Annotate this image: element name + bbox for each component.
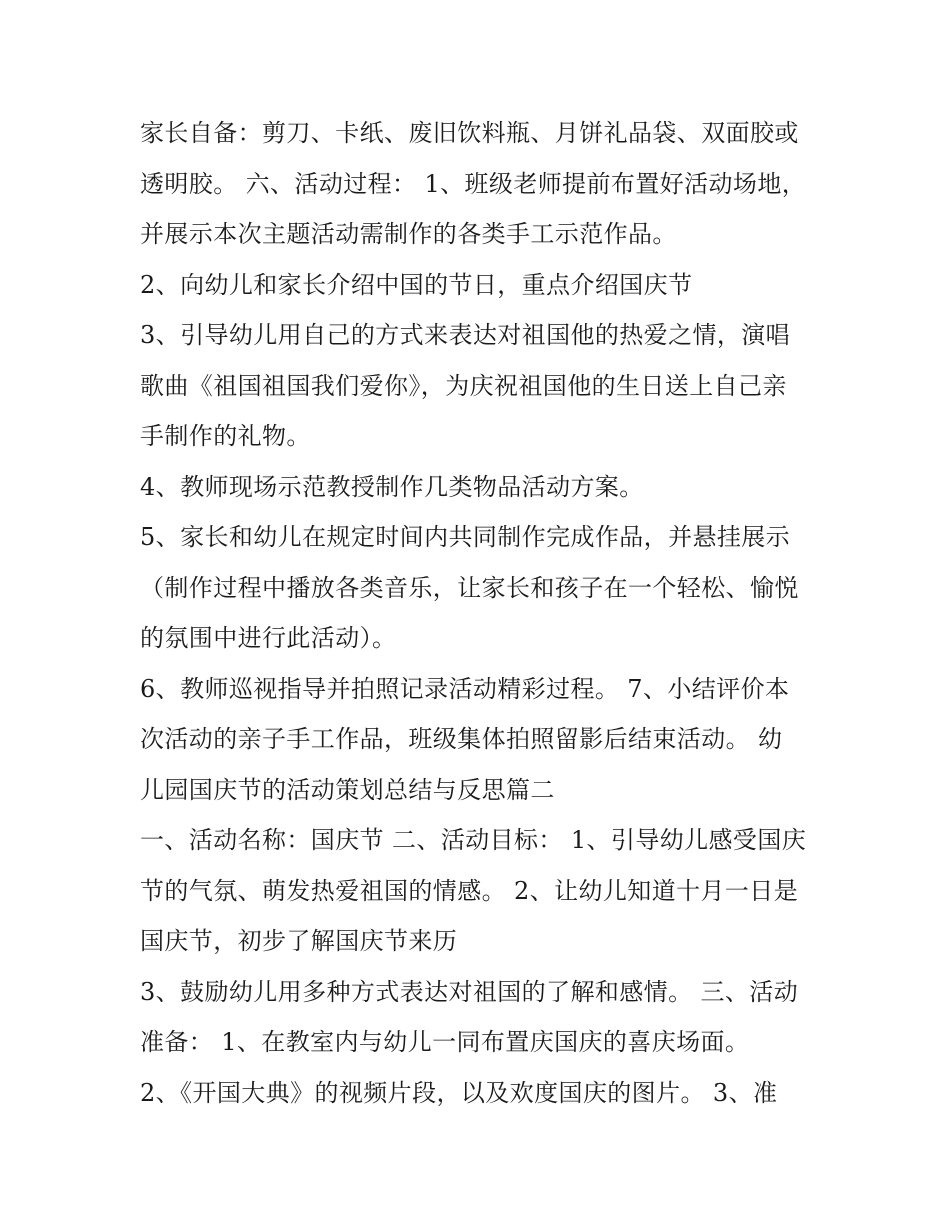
document-body bbox=[140, 108, 820, 1118]
text-line: 4、教师现场示范教授制作几类物品活动方案。 bbox=[140, 472, 644, 501]
text-line: 2、《开国大典》的视频片段，以及欢度国庆的图片。 3、准 bbox=[140, 1078, 778, 1107]
text-line: 透明胶。 六、活动过程： 1、班级老师提前布置好活动场地， bbox=[140, 169, 807, 198]
text-line: 准备： 1、在教室内与幼儿一同布置庆国庆的喜庆场面。 bbox=[140, 1028, 750, 1056]
text-line: 节的气氛、萌发热爱祖国的情感。 2、让幼儿知道十月一日是 bbox=[140, 876, 799, 905]
text-line: 家长自备：剪刀、卡纸、废旧饮料瓶、月饼礼品袋、双面胶或 bbox=[140, 119, 799, 147]
text-line: 6、教师巡视指导并拍照记录活动精彩过程。 7、小结评价本 bbox=[140, 674, 790, 703]
text-line: 手制作的礼物。 bbox=[140, 422, 311, 450]
text-line: 的氛围中进行此活动）。 bbox=[140, 624, 397, 652]
text-line: 次活动的亲子手工作品，班级集体拍照留影后结束活动。 幼 bbox=[140, 725, 783, 753]
text-line: 3、引导幼儿用自己的方式来表达对祖国他的热爱之情，演唱 bbox=[140, 321, 791, 349]
text-line: 并展示本次主题活动需制作的各类手工示范作品。 bbox=[140, 220, 677, 248]
text-line: 国庆节，初步了解国庆节来历 bbox=[140, 927, 458, 955]
text-line: 儿园国庆节的活动策划总结与反思篇二 bbox=[140, 775, 555, 804]
text-line: 2、向幼儿和家长介绍中国的节日，重点介绍国庆节 bbox=[140, 270, 693, 299]
text-line: （制作过程中播放各类音乐，让家长和孩子在一个轻松、愉悦 bbox=[140, 573, 799, 602]
text-line: 歌曲《祖国祖国我们爱你》，为庆祝祖国他的生日送上自己亲 bbox=[140, 371, 787, 400]
text-line: 一、活动名称：国庆节 二、活动目标： 1、引导幼儿感受国庆 bbox=[140, 826, 807, 854]
text-line: 5、家长和幼儿在规定时间内共同制作完成作品，并悬挂展示 bbox=[140, 523, 791, 551]
text-line: 3、鼓励幼儿用多种方式表达对祖国的了解和感情。 三、活动 bbox=[140, 977, 799, 1006]
